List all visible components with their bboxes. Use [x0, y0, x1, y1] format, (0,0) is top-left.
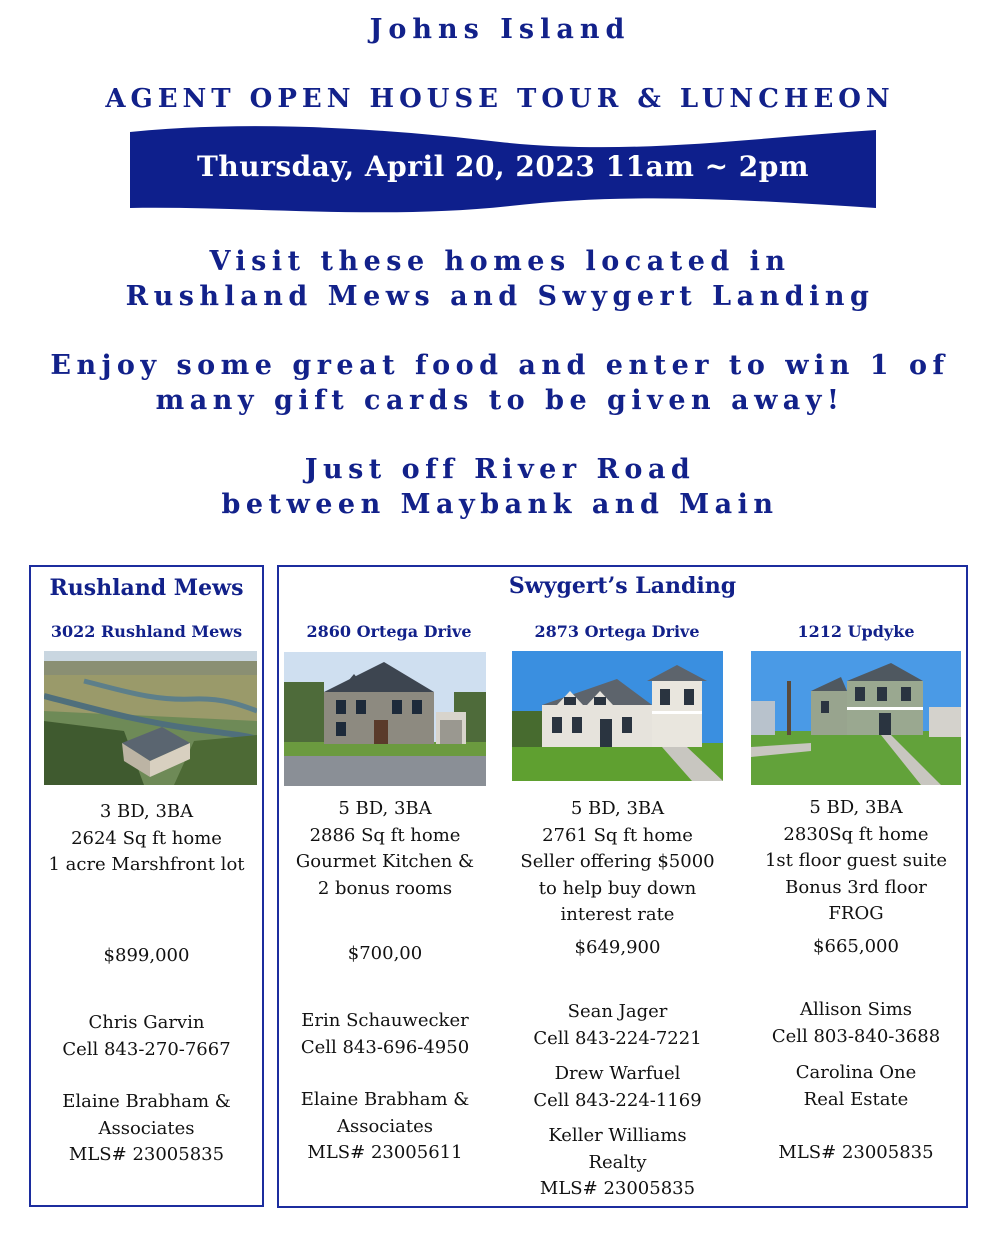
agent-name: Drew Warfuel	[554, 1063, 681, 1084]
listing-details	[512, 796, 723, 929]
agent-name: Allison Sims	[799, 999, 913, 1020]
listing-price: $899,000	[103, 945, 190, 966]
agent-phone: Cell 843-224-7221	[533, 1027, 702, 1049]
location-line-2: between Maybank and Main	[221, 489, 779, 520]
agent-name: Chris Garvin	[88, 1012, 205, 1033]
detail-line: FROG	[828, 903, 884, 924]
visit-blurb	[0, 244, 1000, 314]
swygerts-landing-heading: Swygert’s Landing	[508, 573, 737, 599]
listing-brokerage	[284, 1087, 486, 1167]
brokerage-line: Realty	[588, 1151, 647, 1173]
listing-photo-house-gray	[284, 652, 486, 786]
detail-line: 5 BD, 3BA	[338, 798, 432, 819]
location-blurb	[0, 452, 1000, 522]
event-title: AGENT OPEN HOUSE TOUR & LUNCHEON	[105, 84, 895, 114]
listing-agent	[751, 997, 961, 1050]
detail-line: 3 BD, 3BA	[99, 801, 194, 822]
detail-line: Bonus 3rd floor	[785, 876, 927, 898]
enjoy-blurb	[0, 348, 1000, 418]
mls-number: MLS# 23005835	[539, 1178, 696, 1199]
brokerage-line: Keller Williams	[548, 1125, 687, 1146]
listing-agent	[284, 1008, 486, 1061]
listing-details	[31, 799, 262, 879]
event-date: Thursday, April 20, 2023 11am ~ 2pm	[197, 150, 809, 183]
listing-address: 3022 Rushland Mews	[50, 622, 243, 641]
agent-name: Sean Jager	[567, 1001, 668, 1022]
agent-phone: Cell 843-696-4950	[300, 1036, 470, 1058]
listing-details	[751, 795, 961, 928]
listing-2873-ortega	[512, 621, 722, 643]
listing-brokerage	[751, 1060, 961, 1166]
detail-line: 1 acre Marshfront lot	[48, 854, 245, 875]
brokerage-line: Associates	[336, 1115, 433, 1137]
listing-price: $649,900	[574, 937, 661, 958]
mls-number: MLS# 23005835	[778, 1141, 934, 1163]
detail-line: to help buy down	[538, 877, 697, 899]
listing-price: $700,00	[347, 943, 423, 964]
agent-phone: Cell 803-840-3688	[771, 1025, 941, 1047]
detail-line: Seller offering $5000	[520, 851, 715, 872]
brokerage-line	[751, 1113, 961, 1140]
location-line-1: Just off River Road	[304, 454, 696, 485]
listing-address: 2873 Ortega Drive	[534, 622, 700, 641]
listing-agent	[31, 1010, 262, 1063]
detail-line: 2761 Sq ft home	[542, 824, 693, 846]
mls-number: MLS# 23005835	[68, 1144, 225, 1165]
detail-line: 2 bonus rooms	[317, 877, 453, 899]
visit-line-2: Rushland Mews and Swygert Landing	[125, 281, 875, 312]
brokerage-line: Elaine Brabham &	[62, 1091, 231, 1112]
listing-2860-ortega	[284, 621, 494, 643]
mls-number: MLS# 23005611	[307, 1142, 463, 1163]
enjoy-line-2: many gift cards to be given away!	[155, 385, 845, 416]
detail-line: 1st floor guest suite	[764, 850, 948, 871]
detail-line: 2886 Sq ft home	[309, 824, 461, 846]
agent-name: Erin Schauwecker	[301, 1010, 469, 1031]
brokerage-line: Elaine Brabham &	[300, 1089, 470, 1110]
enjoy-line-1: Enjoy some great food and enter to win 1 of	[50, 350, 950, 381]
listing-agent-2	[512, 1061, 723, 1114]
rushland-mews-box	[29, 565, 264, 1207]
listing-photo-house-green	[751, 651, 961, 785]
detail-line: Gourmet Kitchen &	[295, 851, 475, 872]
listing-price: $665,000	[813, 936, 899, 957]
visit-line-1: Visit these homes located in	[209, 246, 791, 277]
rushland-mews-heading: Rushland Mews	[49, 575, 244, 601]
listing-photo-house-white	[512, 651, 723, 781]
brokerage-line: Real Estate	[803, 1088, 909, 1110]
agent-phone: Cell 843-270-7667	[62, 1038, 231, 1060]
listing-brokerage	[31, 1089, 262, 1169]
listing-photo-marsh-aerial	[44, 651, 257, 785]
swygerts-landing-box	[277, 565, 968, 1208]
detail-line: 2830Sq ft home	[783, 823, 929, 845]
detail-line: 5 BD, 3BA	[809, 797, 903, 818]
listing-3022-rushland	[39, 621, 254, 643]
listing-address: 2860 Ortega Drive	[306, 622, 472, 641]
listing-address: 1212 Updyke	[797, 622, 915, 641]
brokerage-line: Associates	[98, 1117, 195, 1139]
listing-details	[284, 796, 486, 902]
listing-agent	[512, 999, 723, 1052]
agent-phone: Cell 843-224-1169	[533, 1089, 702, 1111]
detail-line: 2624 Sq ft home	[71, 827, 222, 849]
event-location-title: Johns Island	[369, 14, 631, 45]
brokerage-line: Carolina One	[795, 1062, 917, 1083]
listing-1212-updyke	[751, 621, 961, 643]
detail-line: 5 BD, 3BA	[570, 798, 665, 819]
detail-line: interest rate	[560, 904, 675, 925]
listing-brokerage	[512, 1123, 723, 1203]
